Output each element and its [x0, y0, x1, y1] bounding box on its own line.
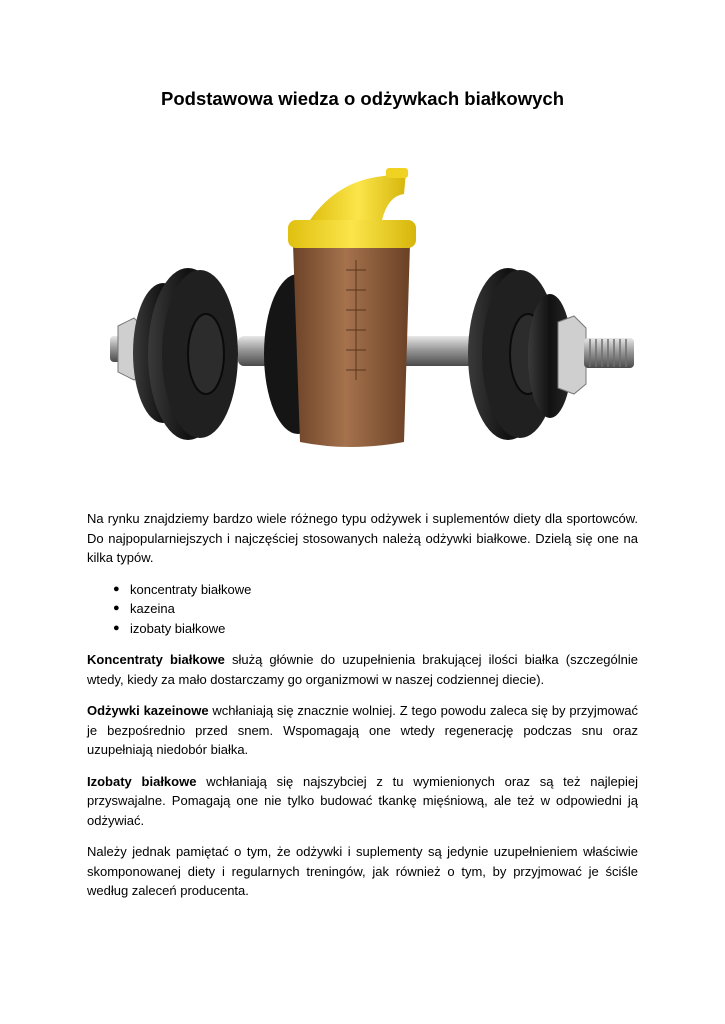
protein-types-list: [87, 580, 638, 639]
casein-paragraph: Odżywki kazeinowe wchłaniają się znacznie wolniej. Z tego powodu zaleca się by przyjmować je bezpośrednio przed snem. Wspomagają one wtedy regenerację podczas snu oraz uzupełniają niedobór białka.: [87, 703, 639, 757]
isolates-paragraph: Izobaty białkowe wchłaniają się najszybciej z tu wymienionych oraz są też najlepiej przyswajalne. Pomagają one nie tylko budować tkankę mięśniową, ale też w odpowiedni ją odżywiać.: [87, 773, 638, 828]
list-item: ● izobaty białkowe: [87, 619, 638, 639]
intro-paragraph: Na rynku znajdziemy bardzo wiele różnego typu odżywek i suplementów diety dla sportowców. Do najpopularniejszych i najczęściej stosowanych należą odżywki białkowe. Dzielą się one na kilka typów.: [87, 511, 638, 565]
concentrates-paragraph: Koncentraty białkowe służą głównie do uzupełnienia brakującej ilości białka (szczególnie wtedy, kiedy za mało dostarczamy go organizmowi w naszej codziennej diecie).: [87, 652, 638, 687]
list-item: ● koncentraty białkowe: [87, 580, 638, 600]
dumbbell-and-shaker-photo: [88, 158, 638, 498]
closing-paragraph: Należy jednak pamiętać o tym, że odżywki i suplementy są jedynie uzupełnieniem właściwie skomponowanej diety i regularnych treningów, jak również o tym, by przyjmować je ściśle według zaleceń producenta.: [87, 844, 638, 898]
bullet-icon: ●: [113, 582, 120, 595]
shaker-lid: [288, 220, 416, 248]
shaker-bottle: [293, 244, 410, 447]
list-item: ● kazeina: [87, 599, 638, 619]
bullet-icon: ●: [113, 602, 120, 614]
bullet-icon: ●: [113, 621, 120, 634]
document-title: Podstawowa wiedza o odżywkach białkowych: [161, 88, 564, 109]
document-body: [87, 509, 638, 913]
